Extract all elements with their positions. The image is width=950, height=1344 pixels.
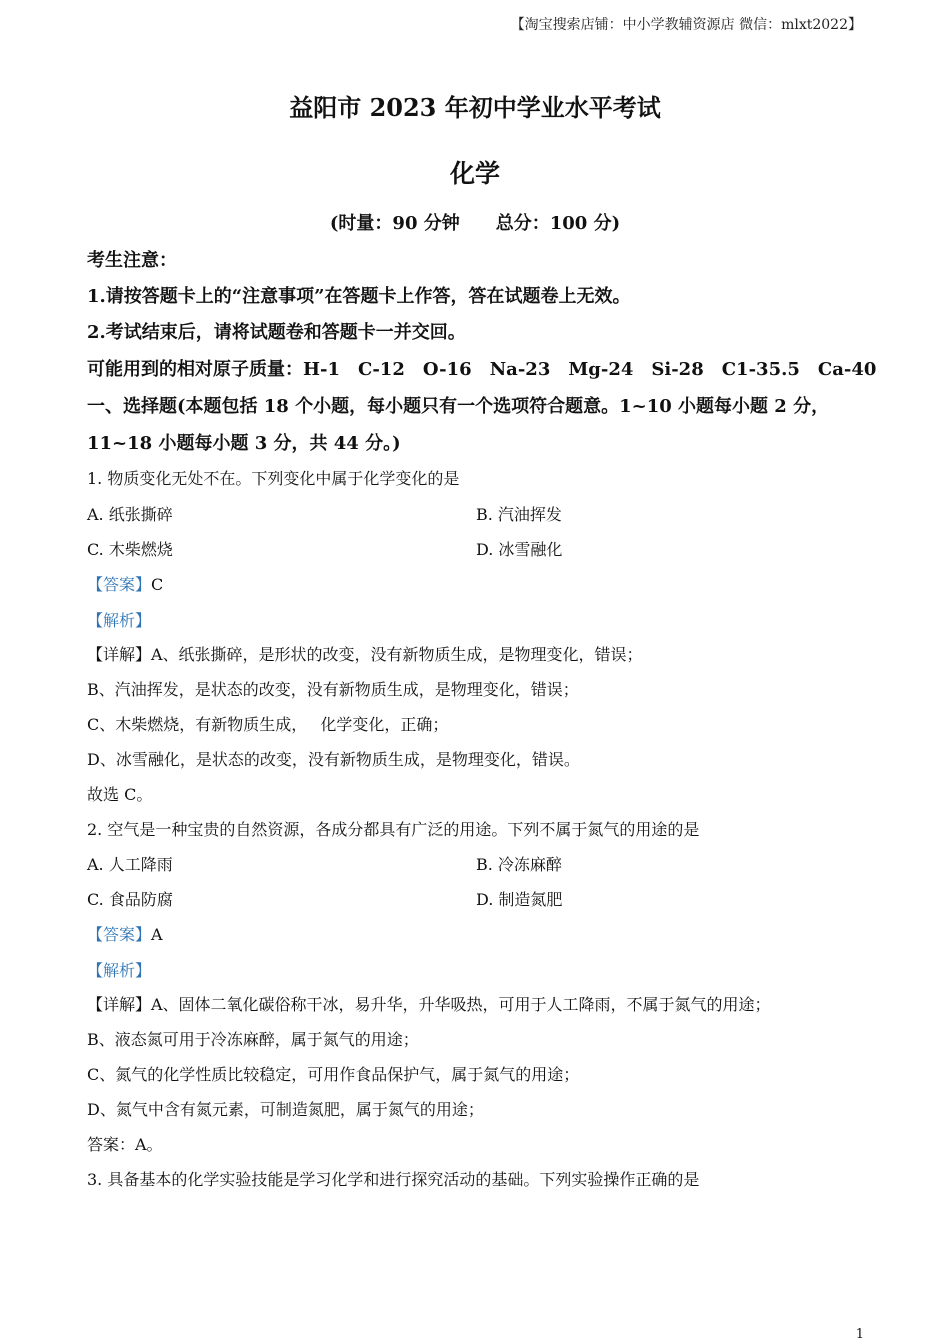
question-stem: 2. 空气是一种宝贵的自然资源，各成分都具有广泛的用途。下列不属于氮气的用途的是 <box>87 820 700 839</box>
option-a: A. 纸张撕碎 <box>87 505 173 524</box>
detail-line: C、氮气的化学性质比较稳定，可用作食品保护气，属于氮气的用途； <box>87 1065 580 1084</box>
detail-line: B、液态氮可用于冷冻麻醉，属于氮气的用途； <box>87 1030 419 1049</box>
atomic-masses: 可能用到的相对原子质量：H-1 C-12 O-16 Na-23 Mg-24 Si-28 C1-35.5 Ca-40 <box>87 359 877 380</box>
option-b: B. 冷冻麻醉 <box>476 855 562 874</box>
answer-value: A <box>151 925 163 944</box>
exam-subject: 化学 <box>449 159 500 188</box>
store-header-note: 【淘宝搜索店铺：中小学教辅资源店 微信：mlxt2022】 <box>510 17 862 33</box>
detail-line: 【详解】A、纸张撕碎，是形状的改变，没有新物质生成，是物理变化，错误； <box>87 645 643 664</box>
answer-line <box>87 572 163 595</box>
page-number: 1 <box>855 1327 864 1342</box>
question-stem: 3. 具备基本的化学实验技能是学习化学和进行探究活动的基础。下列实验操作正确的是 <box>87 1170 700 1189</box>
exam-time-info: (时量：90 分钟 总分：100 分) <box>329 213 621 234</box>
detail-line: D、氮气中含有氮元素，可制造氮肥，属于氮气的用途； <box>87 1100 484 1119</box>
answer-tag: 【答案】 <box>87 925 152 944</box>
analysis-tag: 【解析】 <box>87 611 152 630</box>
detail-line: 【详解】A、固体二氧化碳俗称干冰，易升华，升华吸热，可用于人工降雨，不属于氮气的用途； <box>87 995 771 1014</box>
section-heading: 一、选择题(本题包括 18 个小题，每小题只有一个选项符合题意。1~10 小题每小题 2 分， <box>87 396 830 417</box>
detail-line: 故选 C。 <box>87 785 153 804</box>
detail-line: D、冰雪融化，是状态的改变，没有新物质生成，是物理变化，错误。 <box>87 750 580 769</box>
detail-line: C、木柴燃烧，有新物质生成， 化学变化，正确； <box>87 715 449 734</box>
option-b: B. 汽油挥发 <box>476 505 562 524</box>
detail-line: 答案：A。 <box>87 1135 163 1154</box>
option-c: C. 食品防腐 <box>87 890 173 909</box>
option-c: C. 木柴燃烧 <box>87 540 173 559</box>
option-d: D. 冰雪融化 <box>476 540 563 559</box>
answer-line <box>87 922 163 945</box>
answer-value: C <box>151 575 164 594</box>
question-stem: 1. 物质变化无处不在。下列变化中属于化学变化的是 <box>87 469 460 488</box>
analysis-tag: 【解析】 <box>87 961 152 980</box>
option-d: D. 制造氮肥 <box>476 890 563 909</box>
option-a: A. 人工降雨 <box>87 855 173 874</box>
answer-tag: 【答案】 <box>87 575 152 594</box>
detail-line: B、汽油挥发，是状态的改变，没有新物质生成，是物理变化，错误； <box>87 680 579 699</box>
notice-item: 2.考试结束后，请将试题卷和答题卡一并交回。 <box>87 322 466 343</box>
notice-heading: 考生注意： <box>87 250 177 271</box>
exam-title: 益阳市 2023 年初中学业水平考试 <box>289 93 661 122</box>
section-heading-cont: 11~18 小题每小题 3 分，共 44 分。) <box>87 433 401 454</box>
notice-item: 1.请按答题卡上的“注意事项”在答题卡上作答，答在试题卷上无效。 <box>87 286 631 307</box>
